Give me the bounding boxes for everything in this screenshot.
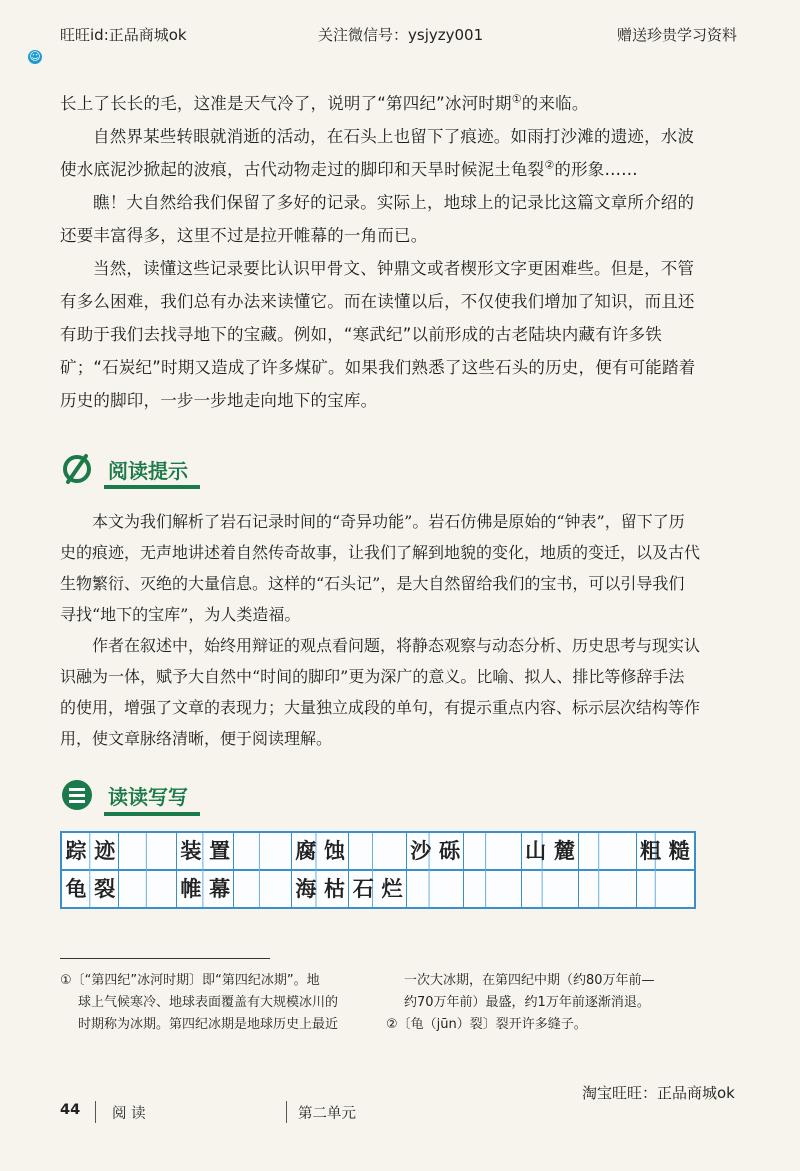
reading-tip-body	[60, 506, 700, 754]
body-paragraph-3: 瞧！大自然给我们保留了多好的记录。实际上，地球上的记录比这篇文章所介绍的还要丰富得多，这里不过是拉开帷幕的一角而已。	[60, 193, 695, 245]
grid-character: 麓	[553, 838, 575, 863]
body-paragraph-1	[60, 87, 700, 120]
reading-tip-underline	[104, 485, 200, 489]
grid-character: 枯	[324, 876, 346, 901]
writing-grid	[60, 831, 696, 909]
grid-character: 迹	[94, 838, 116, 863]
reading-tip-icon	[60, 452, 94, 486]
header-right-text: 赠送珍贵学习资料	[617, 26, 738, 44]
body-text	[60, 87, 700, 417]
grid-character: 糙	[668, 838, 690, 863]
footnote-line: 时期称为冰期。第四纪冰期是地球历史上最近	[78, 1017, 339, 1032]
page-number: 44	[60, 1102, 81, 1118]
footnote-ref-1: ①	[511, 92, 522, 106]
footnote-1-left	[60, 970, 338, 1036]
footer-book-title: 阅 读	[112, 1106, 146, 1122]
footnote-divider	[60, 958, 270, 959]
read-write-icon	[60, 778, 94, 812]
footer-separator	[95, 1101, 96, 1123]
grid-character: 装	[180, 838, 202, 863]
paragraph-text: 长上了长长的毛，这准是天气冷了，说明了“第四纪”冰河时期	[60, 94, 512, 113]
grid-character: 山	[525, 838, 547, 863]
grid-character: 置	[209, 838, 231, 863]
footer-separator	[286, 1101, 287, 1123]
footnote-line: 球上气候寒冷、地球表面覆盖有大规模冰川的	[78, 995, 339, 1010]
grid-character: 砾	[438, 838, 460, 863]
footnote-line: ①〔“第四纪”冰河时期〕即“第四纪冰期”。地	[60, 973, 320, 988]
grid-character: 龟	[65, 876, 87, 901]
grid-character: 海	[295, 876, 317, 901]
grid-character: 裂	[94, 876, 116, 901]
footnote-2: ②〔龟（jūn）裂〕裂开许多缝子。	[386, 1017, 587, 1032]
footnote-right	[386, 970, 655, 1036]
footnote-ref-2: ②	[544, 158, 555, 172]
header-left-text: 旺旺id:正品商城ok	[60, 26, 187, 44]
footer-unit: 第二单元	[298, 1106, 356, 1122]
body-paragraph-4: 当然，读懂这些记录要比认识甲骨文、钟鼎文或者楔形文字更困难些。但是，不管有多么困难，我们总有办法来读懂它。而在读懂以后，不仅使我们增加了知识，而且还有助于我们去找寻地下的宝藏。例如，“寒武纪”以前形成的古老陆块内藏有许多铁矿；“石炭纪”时期又造成了许多煤矿。如果我们熟悉了这些石头的历史，便有可能踏着历史的脚印，一步一步地走向地下的宝库。	[60, 259, 696, 410]
paragraph-text: 的来临。	[521, 94, 589, 113]
reading-tip-title: 阅读提示	[108, 459, 188, 483]
reading-tip-paragraph-1: 本文为我们解析了岩石记录时间的“奇异功能”。岩石仿佛是原始的“钟表”，留下了历史的痕迹，无声地讲述着自然传奇故事，让我们了解到地貌的变化，地质的变迁，以及古代生物繁衍、灭绝的大量信息。这样的“石头记”，是大自然留给我们的宝书，可以引导我们寻找“地下的宝库”，为人类造福。	[60, 512, 701, 624]
read-write-underline	[104, 812, 200, 816]
grid-character: 粗	[640, 838, 662, 863]
grid-character: 腐	[295, 838, 317, 863]
header-center-text: 关注微信号：ysjyzy001	[318, 26, 484, 44]
bottom-watermark: 淘宝旺旺：正品商城ok	[582, 1084, 735, 1102]
grid-character: 踪	[65, 838, 87, 863]
grid-character: 帷	[180, 876, 202, 901]
paragraph-text: 自然界某些转眼就消逝的活动，在石头上也留下了痕迹。如雨打沙滩的遗迹，水波使水底泥沙掀起的波痕，古代动物走过的脚印和天旱时候泥土龟裂	[60, 127, 695, 179]
grid-character: 沙	[410, 838, 432, 863]
read-write-title: 读读写写	[108, 785, 188, 809]
grid-character: 蚀	[324, 838, 346, 863]
grid-character: 烂	[381, 876, 403, 901]
paragraph-text: 的形象……	[554, 160, 638, 179]
reading-tip-paragraph-2: 作者在叙述中，始终用辩证的观点看问题，将静态观察与动态分析、历史思考与现实认识融为一体，赋予大自然中“时间的脚印”更为深广的意义。比喻、拟人、排比等修辞手法的使用，增强了文章的表现力；大量独立成段的单句，有提示重点内容、标示层次结构等作用，使文章脉络清晰，便于阅读理解。	[60, 636, 701, 748]
grid-character: 石	[352, 876, 374, 901]
body-paragraph-2	[60, 120, 700, 186]
smile-icon: ☺	[29, 50, 41, 63]
grid-character: 幕	[209, 876, 231, 901]
footnote-line: 一次大冰期，在第四纪中期（约80万年前—	[404, 973, 655, 988]
footnote-line: 约70万年前）最盛，约1万年前逐渐消退。	[404, 995, 650, 1010]
